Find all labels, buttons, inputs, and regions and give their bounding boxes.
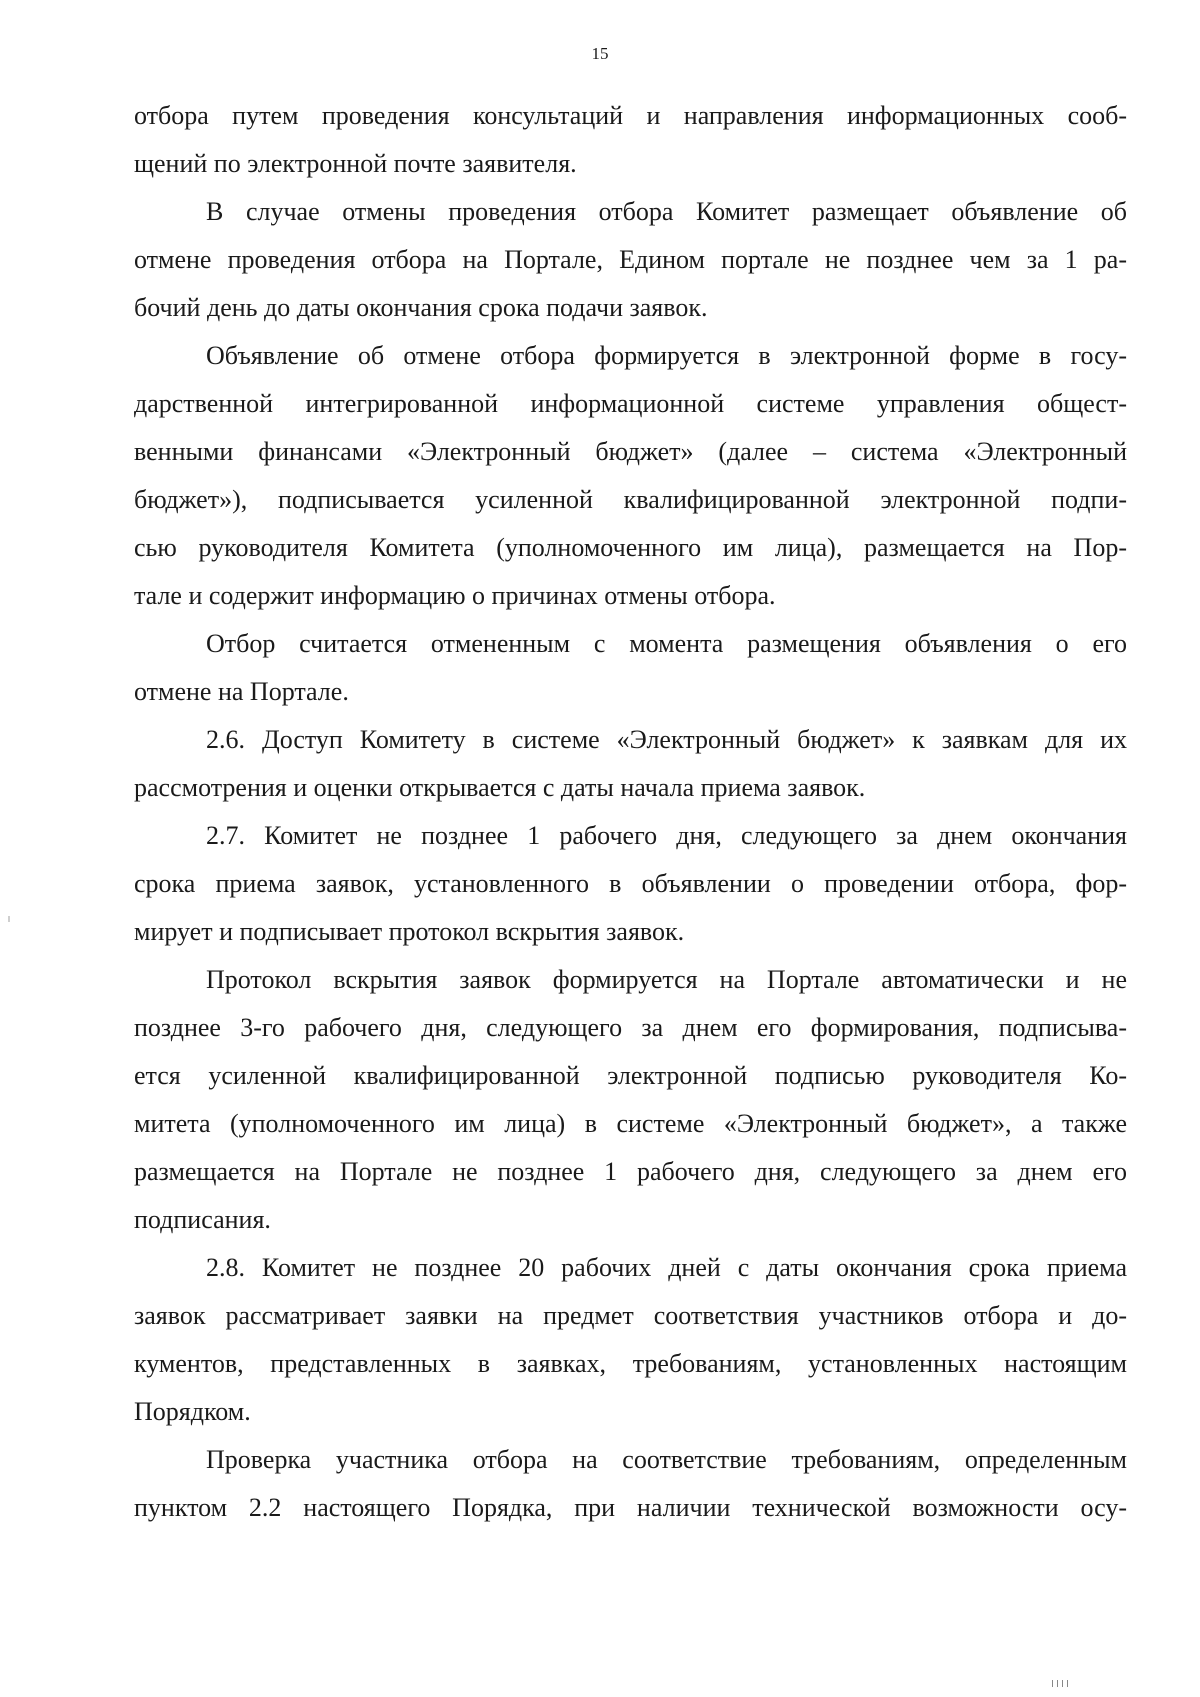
text-line: мирует и подписывает протокол вскрытия заявок. [134,917,685,946]
text-line: 2.6. Доступ Комитету в системе «Электронный бюджет» к заявкам для их [206,725,1127,754]
text-line: бочий день до даты окончания срока подачи заявок. [134,293,708,322]
text-line: сью руководителя Комитета (уполномоченного им лица), размещается на Пор- [134,533,1127,562]
text-line: Порядком. [134,1397,251,1426]
text-line: рассмотрения и оценки открывается с даты начала приема заявок. [134,773,866,802]
text-line: дарственной интегрированной информационной системе управления общест- [134,389,1127,418]
text-line: отмене на Портале. [134,677,349,706]
text-line: подписания. [134,1205,271,1234]
text-line: срока приема заявок, установленного в объявлении о проведении отбора, фор- [134,869,1127,898]
text-line: ется усиленной квалифицированной электронной подписью руководителя Ко- [134,1061,1127,1090]
text-line: 2.8. Комитет не позднее 20 рабочих дней с даты окончания срока приема [206,1253,1127,1282]
text-line: заявок рассматривает заявки на предмет соответствия участников отбора и до- [134,1301,1127,1330]
paragraph [134,620,1127,716]
text-line: митета (уполномоченного им лица) в системе «Электронный бюджет», а также [134,1109,1127,1138]
document-body [134,92,1127,1532]
text-line: 2.7. Комитет не позднее 1 рабочего дня, следующего за днем окончания [206,821,1127,850]
text-line: Отбор считается отмененным с момента размещения объявления о его [206,629,1127,658]
text-line: пунктом 2.2 настоящего Порядка, при наличии технической возможности осу- [134,1493,1127,1522]
paragraph [134,812,1127,956]
paragraph [134,1244,1127,1436]
paragraph [134,332,1127,620]
text-line: отмене проведения отбора на Портале, Едином портале не позднее чем за 1 ра- [134,245,1127,274]
text-line: Объявление об отмене отбора формируется в электронной форме в госу- [206,341,1127,370]
text-line: венными финансами «Электронный бюджет» (далее – система «Электронный [134,437,1127,466]
paragraph [134,1436,1127,1532]
scan-footer-marks [1052,1680,1068,1687]
text-line: Протокол вскрытия заявок формируется на Портале автоматически и не [206,965,1127,994]
page-number: 15 [591,44,609,63]
scan-margin-mark [8,916,10,922]
paragraph [134,716,1127,812]
paragraph [134,188,1127,332]
text-line: кументов, представленных в заявках, требованиям, установленных настоящим [134,1349,1127,1378]
paragraph [134,92,1127,188]
text-line: бюджет»), подписывается усиленной квалифицированной электронной подпи- [134,485,1127,514]
text-line: В случае отмены проведения отбора Комитет размещает объявление об [206,197,1127,226]
text-line: Проверка участника отбора на соответствие требованиям, определенным [206,1445,1127,1474]
paragraph [134,956,1127,1244]
text-line: размещается на Портале не позднее 1 рабочего дня, следующего за днем его [134,1157,1127,1186]
text-line: тале и содержит информацию о причинах отмены отбора. [134,581,776,610]
text-line: щений по электронной почте заявителя. [134,149,577,178]
text-line: позднее 3-го рабочего дня, следующего за днем его формирования, подписыва- [134,1013,1127,1042]
text-line: отбора путем проведения консультаций и направления информационных сооб- [134,101,1127,130]
